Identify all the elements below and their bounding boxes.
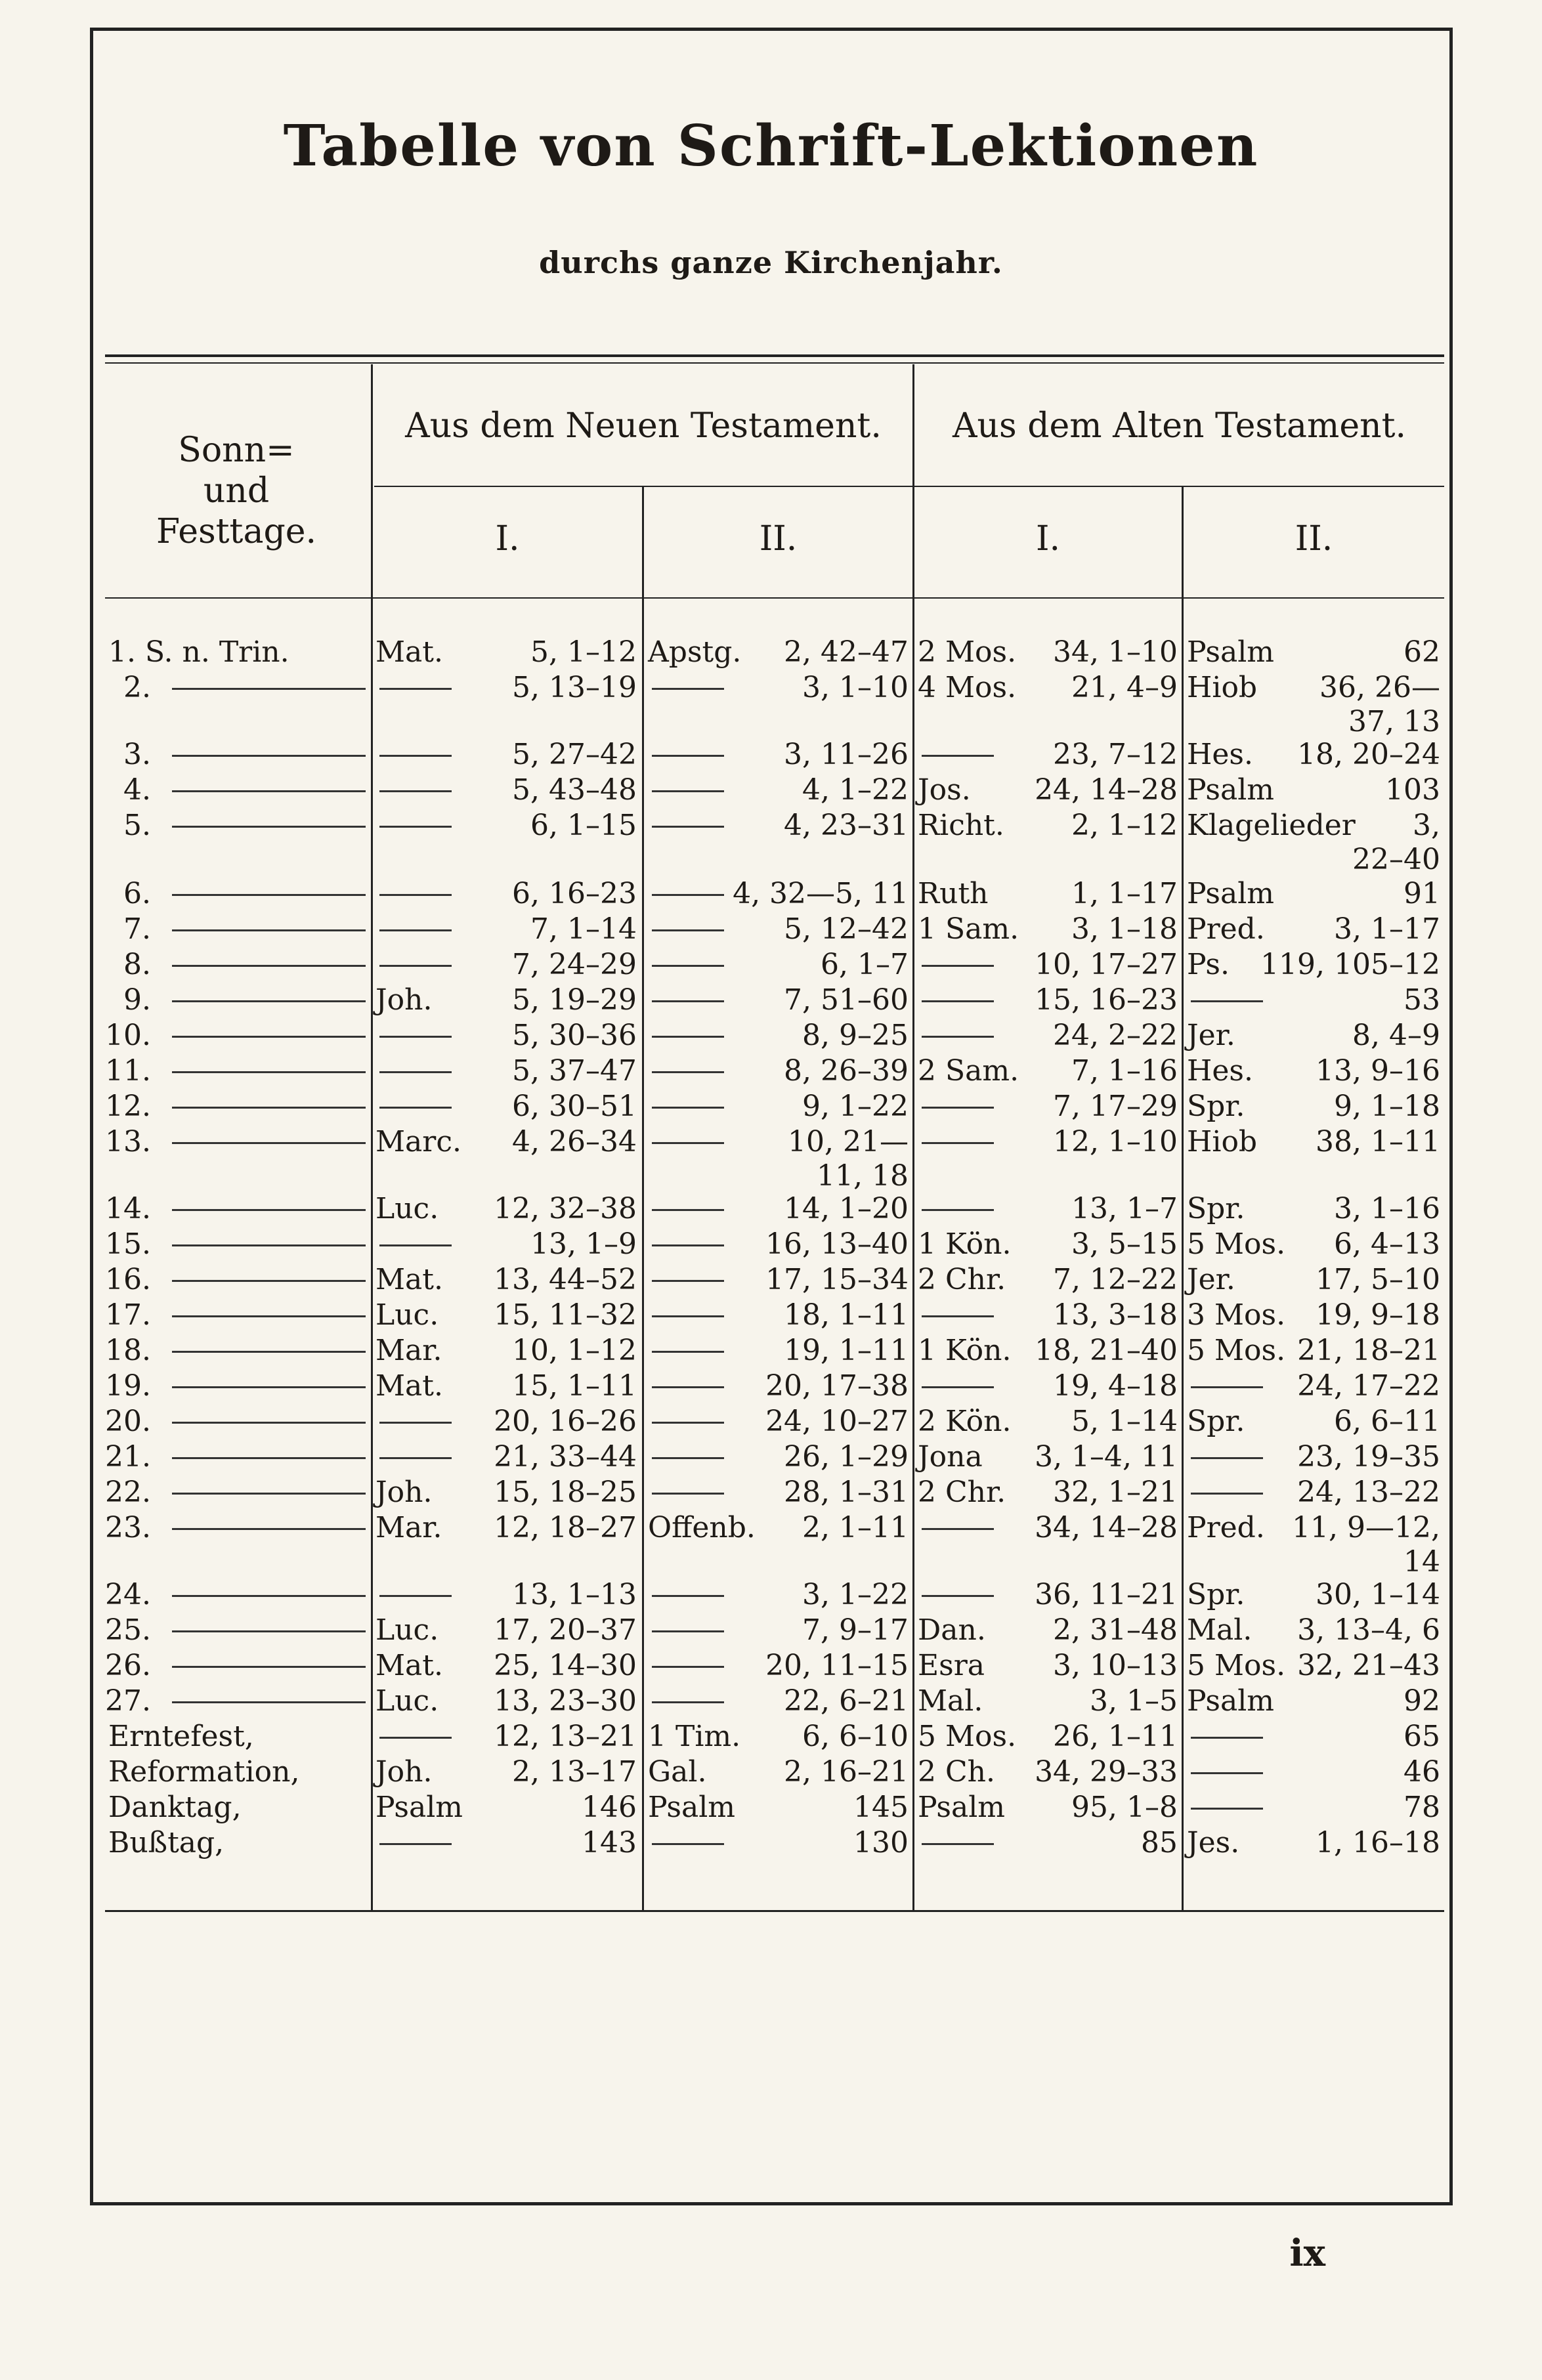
nt2-reference: 145 bbox=[853, 1791, 909, 1824]
sunday-label: 16. bbox=[105, 1263, 151, 1296]
sunday-ditto-dash bbox=[172, 1071, 366, 1073]
ot2-reference: 24, 13–22 bbox=[1297, 1476, 1440, 1509]
ot1-reference: 7, 1–16 bbox=[1071, 1054, 1178, 1088]
ot1-reference: 34, 1–10 bbox=[1053, 635, 1178, 669]
nt2-reference: 4, 23–31 bbox=[784, 809, 909, 842]
sunday-ditto-dash bbox=[172, 688, 366, 690]
ot1-reference: 32, 1–21 bbox=[1053, 1476, 1178, 1509]
sunday-label: 14. bbox=[105, 1192, 151, 1225]
ot1-reference: 2, 31–48 bbox=[1053, 1613, 1178, 1647]
column-rule-1 bbox=[371, 364, 373, 1910]
sunday-label: 17. bbox=[105, 1298, 151, 1332]
ot2-book: Jer. bbox=[1187, 1263, 1235, 1296]
nt1-book: Luc. bbox=[375, 1613, 439, 1647]
nt1-reference: 2, 13–17 bbox=[512, 1755, 637, 1789]
sunday-ditto-dash bbox=[172, 929, 366, 931]
ot1-book: 2 Sam. bbox=[918, 1054, 1019, 1088]
new-testament-header: Aus dem Neuen Testament. bbox=[405, 406, 882, 446]
ot2-reference: 103 bbox=[1385, 773, 1440, 807]
ot2-book: Spr. bbox=[1187, 1192, 1245, 1225]
nt2-reference: 4, 32—5, 11 bbox=[733, 877, 909, 910]
nt1-reference: 13, 1–13 bbox=[512, 1578, 637, 1611]
ot2-reference: 8, 4–9 bbox=[1352, 1019, 1440, 1052]
nt2-reference: 6, 1–7 bbox=[821, 948, 909, 981]
nt2-reference: 22, 6–21 bbox=[784, 1684, 909, 1718]
sunday-label: 4. bbox=[123, 773, 151, 807]
nt1-reference: 146 bbox=[582, 1791, 637, 1824]
ot2-reference: 13, 9–16 bbox=[1316, 1054, 1440, 1088]
sunday-column-header bbox=[105, 430, 368, 552]
nt1-book: Mar. bbox=[375, 1334, 442, 1367]
sunday-ditto-dash bbox=[172, 755, 366, 757]
sunday-label: 21. bbox=[105, 1440, 151, 1474]
nt1-reference: 6, 30–51 bbox=[512, 1090, 637, 1123]
ot1-reference: 3, 1–4, 11 bbox=[1035, 1440, 1178, 1474]
ot2-reference: 6, 4–13 bbox=[1334, 1227, 1440, 1261]
nt-column-ii-header: II. bbox=[759, 519, 798, 559]
column-rule-3 bbox=[912, 364, 914, 1910]
nt1-reference: 5, 30–36 bbox=[512, 1019, 637, 1052]
sunday-label: 22. bbox=[105, 1476, 151, 1509]
nt1-reference: 17, 20–37 bbox=[494, 1613, 637, 1647]
sunday-label: 2. bbox=[123, 671, 151, 704]
sunday-ditto-dash bbox=[172, 894, 366, 896]
nt1-reference: 7, 1–14 bbox=[530, 912, 637, 946]
sunday-ditto-dash bbox=[172, 1280, 366, 1282]
sunday-ditto-dash bbox=[172, 1142, 366, 1144]
ot2-reference: 119, 105–12 bbox=[1260, 948, 1440, 981]
header-double-rule-top bbox=[105, 354, 1444, 357]
ot1-book: 2 Kön. bbox=[918, 1405, 1012, 1438]
sunday-ditto-dash bbox=[172, 790, 366, 792]
ot2-reference: 3, bbox=[1413, 809, 1440, 842]
nt2-book: Apstg. bbox=[648, 635, 742, 669]
nt2-reference: 2, 16–21 bbox=[784, 1755, 909, 1789]
ot1-book: Mal. bbox=[918, 1684, 983, 1718]
nt1-reference: 15, 18–25 bbox=[494, 1476, 637, 1509]
ot1-book: 5 Mos. bbox=[918, 1720, 1017, 1753]
nt1-reference: 5, 37–47 bbox=[512, 1054, 637, 1088]
sunday-label: 12. bbox=[105, 1090, 151, 1123]
sunday-label: 20. bbox=[105, 1405, 151, 1438]
ot2-reference: 1, 16–18 bbox=[1316, 1826, 1440, 1859]
ot2-reference: 11, 9—12, bbox=[1292, 1511, 1440, 1544]
ot2-book: Pred. bbox=[1187, 912, 1265, 946]
ot2-book: Klagelieder bbox=[1187, 809, 1356, 842]
sunday-label: 24. bbox=[105, 1578, 151, 1611]
sunday-label: 13. bbox=[105, 1125, 151, 1158]
ot2-book: 5 Mos. bbox=[1187, 1227, 1286, 1261]
ot2-reference: 18, 20–24 bbox=[1297, 738, 1440, 771]
ot2-reference: 3, 13–4, 6 bbox=[1297, 1613, 1440, 1647]
sunday-ditto-dash bbox=[172, 1036, 366, 1038]
nt1-reference: 6, 16–23 bbox=[512, 877, 637, 910]
ot2-reference: 3, 1–17 bbox=[1334, 912, 1440, 946]
sunday-label: 8. bbox=[123, 948, 151, 981]
sunday-ditto-dash bbox=[172, 1595, 366, 1597]
sunday-label: 10. bbox=[105, 1019, 151, 1052]
ot1-book: 2 Ch. bbox=[918, 1755, 995, 1789]
subheader-rule bbox=[374, 486, 1444, 487]
nt1-reference: 13, 1–9 bbox=[530, 1227, 637, 1261]
nt1-book: Luc. bbox=[375, 1192, 439, 1225]
nt2-reference: 2, 1–11 bbox=[802, 1511, 909, 1544]
ot2-reference: 24, 17–22 bbox=[1297, 1369, 1440, 1403]
nt2-book: Gal. bbox=[648, 1755, 707, 1789]
ot1-reference: 3, 1–5 bbox=[1090, 1684, 1178, 1718]
sunday-label: 7. bbox=[123, 912, 151, 946]
header-bottom-rule bbox=[105, 597, 1444, 599]
ot1-reference: 7, 12–22 bbox=[1053, 1263, 1178, 1296]
ot1-reference: 3, 5–15 bbox=[1071, 1227, 1178, 1261]
nt2-reference: 16, 13–40 bbox=[765, 1227, 909, 1261]
ot1-reference: 26, 1–11 bbox=[1053, 1720, 1178, 1753]
nt1-reference: 6, 1–15 bbox=[530, 809, 637, 842]
sunday-label: 9. bbox=[123, 983, 151, 1017]
ot2-book: Psalm bbox=[1187, 877, 1275, 910]
ot1-reference: 34, 29–33 bbox=[1035, 1755, 1178, 1789]
nt1-reference: 5, 13–19 bbox=[512, 671, 637, 704]
nt1-book: Luc. bbox=[375, 1684, 439, 1718]
ot2-reference: 6, 6–11 bbox=[1334, 1405, 1440, 1438]
nt1-book: Mat. bbox=[375, 635, 443, 669]
nt1-reference: 21, 33–44 bbox=[494, 1440, 637, 1474]
nt2-reference: 14, 1–20 bbox=[784, 1192, 909, 1225]
ot2-reference-continued: 22–40 bbox=[1352, 843, 1440, 876]
ot2-reference: 46 bbox=[1403, 1755, 1440, 1789]
ot2-book: Hes. bbox=[1187, 1054, 1253, 1088]
sunday-label: 6. bbox=[123, 877, 151, 910]
sunday-ditto-dash bbox=[172, 1457, 366, 1459]
ot1-book: Richt. bbox=[918, 809, 1004, 842]
nt1-reference: 13, 44–52 bbox=[494, 1263, 637, 1296]
nt2-reference: 3, 1–10 bbox=[802, 671, 909, 704]
sunday-ditto-dash bbox=[172, 1351, 366, 1353]
ot1-reference: 15, 16–23 bbox=[1035, 983, 1178, 1017]
sunday-label: 18. bbox=[105, 1334, 151, 1367]
ot2-book: Jes. bbox=[1187, 1826, 1240, 1859]
sunday-label: Danktag, bbox=[108, 1791, 242, 1824]
nt1-reference: 15, 1–11 bbox=[512, 1369, 637, 1403]
sunday-label: 11. bbox=[105, 1054, 151, 1088]
ot1-reference: 24, 2–22 bbox=[1053, 1019, 1178, 1052]
page-subtitle: durchs ganze Kirchenjahr. bbox=[539, 245, 1003, 280]
nt1-reference: 10, 1–12 bbox=[512, 1334, 637, 1367]
nt2-reference: 24, 10–27 bbox=[765, 1405, 909, 1438]
ot2-book: 5 Mos. bbox=[1187, 1334, 1286, 1367]
nt2-reference: 26, 1–29 bbox=[784, 1440, 909, 1474]
ot1-reference: 95, 1–8 bbox=[1071, 1791, 1178, 1824]
ot2-reference: 78 bbox=[1403, 1791, 1440, 1824]
sunday-label: 3. bbox=[123, 738, 151, 771]
page-title: Tabelle von Schrift-Lektionen bbox=[283, 113, 1259, 179]
column-rule-4 bbox=[1182, 486, 1184, 1910]
sunday-ditto-dash bbox=[172, 1107, 366, 1109]
nt2-reference: 8, 26–39 bbox=[784, 1054, 909, 1088]
page-number: ix bbox=[1289, 2232, 1325, 2275]
nt1-book: Joh. bbox=[375, 1755, 433, 1789]
ot2-book: Psalm bbox=[1187, 773, 1275, 807]
ot2-reference-continued: 14 bbox=[1403, 1545, 1440, 1579]
ot2-book: Mal. bbox=[1187, 1613, 1253, 1647]
sunday-ditto-dash bbox=[172, 1315, 366, 1317]
sunday-label: 1. S. n. Trin. bbox=[108, 635, 289, 669]
nt1-book: Joh. bbox=[375, 1476, 433, 1509]
sunday-ditto-dash bbox=[172, 1528, 366, 1530]
nt2-book: 1 Tim. bbox=[648, 1720, 741, 1753]
ot1-book: 1 Kön. bbox=[918, 1334, 1012, 1367]
ot2-book: Psalm bbox=[1187, 1684, 1275, 1718]
nt2-reference: 5, 12–42 bbox=[784, 912, 909, 946]
nt2-book: Offenb. bbox=[648, 1511, 756, 1544]
ot2-book: Hiob bbox=[1187, 1125, 1258, 1158]
nt1-reference: 5, 43–48 bbox=[512, 773, 637, 807]
ot1-book: Esra bbox=[918, 1649, 985, 1682]
ot1-reference: 10, 17–27 bbox=[1035, 948, 1178, 981]
ot1-reference: 13, 1–7 bbox=[1071, 1192, 1178, 1225]
sunday-ditto-dash bbox=[172, 965, 366, 967]
nt1-reference: 4, 26–34 bbox=[512, 1125, 637, 1158]
nt1-reference: 12, 13–21 bbox=[494, 1720, 637, 1753]
nt2-reference: 130 bbox=[853, 1826, 909, 1859]
nt1-reference: 12, 32–38 bbox=[494, 1192, 637, 1225]
nt2-reference-continued: 11, 18 bbox=[817, 1159, 909, 1193]
nt1-book: Joh. bbox=[375, 983, 433, 1017]
ot2-reference: 65 bbox=[1403, 1720, 1440, 1753]
nt1-book: Luc. bbox=[375, 1298, 439, 1332]
ot2-reference: 38, 1–11 bbox=[1316, 1125, 1440, 1158]
ot2-book: 5 Mos. bbox=[1187, 1649, 1286, 1682]
sunday-label: 23. bbox=[105, 1511, 151, 1544]
nt1-book: Mar. bbox=[375, 1511, 442, 1544]
nt1-reference: 12, 18–27 bbox=[494, 1511, 637, 1544]
sunday-label: 26. bbox=[105, 1649, 151, 1682]
nt-column-i-header: I. bbox=[495, 519, 520, 559]
column-rule-2 bbox=[642, 486, 644, 1910]
nt2-reference: 28, 1–31 bbox=[784, 1476, 909, 1509]
nt2-reference: 10, 21— bbox=[788, 1125, 909, 1158]
sunday-label: 5. bbox=[123, 809, 151, 842]
sunday-label: 27. bbox=[105, 1684, 151, 1718]
ot-column-ii-header: II. bbox=[1295, 519, 1333, 559]
ot1-book: Jos. bbox=[918, 773, 971, 807]
sunday-header-line-1: Sonn= bbox=[178, 431, 295, 470]
sunday-label: 15. bbox=[105, 1227, 151, 1261]
ot2-reference: 3, 1–16 bbox=[1334, 1192, 1440, 1225]
ot1-reference: 36, 11–21 bbox=[1035, 1578, 1178, 1611]
ot1-book: Jona bbox=[918, 1440, 983, 1474]
ot1-book: 2 Chr. bbox=[918, 1476, 1006, 1509]
sunday-ditto-dash bbox=[172, 1422, 366, 1424]
ot2-book: Psalm bbox=[1187, 635, 1275, 669]
ot1-reference: 2, 1–12 bbox=[1071, 809, 1178, 842]
sunday-ditto-dash bbox=[172, 1244, 366, 1246]
sunday-ditto-dash bbox=[172, 1630, 366, 1632]
ot2-book: Spr. bbox=[1187, 1090, 1245, 1123]
ot2-reference: 32, 21–43 bbox=[1297, 1649, 1440, 1682]
ot2-reference: 62 bbox=[1403, 635, 1440, 669]
ot2-book: Hiob bbox=[1187, 671, 1258, 704]
ot1-reference: 3, 1–18 bbox=[1071, 912, 1178, 946]
ot2-book: Ps. bbox=[1187, 948, 1230, 981]
sunday-header-line-3: Festtage. bbox=[156, 512, 317, 551]
ot1-book: 1 Sam. bbox=[918, 912, 1019, 946]
nt1-book: Mat. bbox=[375, 1649, 443, 1682]
ot1-reference: 18, 21–40 bbox=[1035, 1334, 1178, 1367]
nt1-reference: 7, 24–29 bbox=[512, 948, 637, 981]
ot2-book: Spr. bbox=[1187, 1578, 1245, 1611]
ot1-reference: 12, 1–10 bbox=[1053, 1125, 1178, 1158]
ot1-book: 2 Mos. bbox=[918, 635, 1017, 669]
ot2-reference: 17, 5–10 bbox=[1316, 1263, 1440, 1296]
nt1-reference: 13, 23–30 bbox=[494, 1684, 637, 1718]
sunday-ditto-dash bbox=[172, 1666, 366, 1668]
nt1-reference: 5, 1–12 bbox=[530, 635, 637, 669]
ot2-reference: 21, 18–21 bbox=[1297, 1334, 1440, 1367]
ot2-book: Jer. bbox=[1187, 1019, 1235, 1052]
sunday-ditto-dash bbox=[172, 826, 366, 828]
ot2-book: Hes. bbox=[1187, 738, 1253, 771]
ot2-reference: 53 bbox=[1403, 983, 1440, 1017]
nt2-reference: 7, 51–60 bbox=[784, 983, 909, 1017]
ot1-book: 2 Chr. bbox=[918, 1263, 1006, 1296]
ot1-book: 4 Mos. bbox=[918, 671, 1017, 704]
ot1-reference: 5, 1–14 bbox=[1071, 1405, 1178, 1438]
ot1-book: Dan. bbox=[918, 1613, 986, 1647]
nt2-reference: 18, 1–11 bbox=[784, 1298, 909, 1332]
nt1-book: Mat. bbox=[375, 1263, 443, 1296]
table-bottom-rule bbox=[105, 1910, 1444, 1912]
ot2-book: Spr. bbox=[1187, 1405, 1245, 1438]
ot2-reference: 92 bbox=[1403, 1684, 1440, 1718]
ot1-reference: 13, 3–18 bbox=[1053, 1298, 1178, 1332]
sunday-label: 19. bbox=[105, 1369, 151, 1403]
sunday-ditto-dash bbox=[172, 1701, 366, 1703]
old-testament-header: Aus dem Alten Testament. bbox=[952, 406, 1407, 446]
nt2-reference: 20, 11–15 bbox=[765, 1649, 909, 1682]
nt2-book: Psalm bbox=[648, 1791, 736, 1824]
sunday-header-line-2: und bbox=[203, 471, 270, 511]
sunday-ditto-dash bbox=[172, 1000, 366, 1002]
ot1-book: Psalm bbox=[918, 1791, 1006, 1824]
nt2-reference: 4, 1–22 bbox=[802, 773, 909, 807]
sunday-label: 25. bbox=[105, 1613, 151, 1647]
ot1-reference: 19, 4–18 bbox=[1053, 1369, 1178, 1403]
header-double-rule-bottom bbox=[105, 362, 1444, 364]
nt2-reference: 2, 42–47 bbox=[784, 635, 909, 669]
nt1-book: Marc. bbox=[375, 1125, 461, 1158]
ot1-reference: 1, 1–17 bbox=[1071, 877, 1178, 910]
nt2-reference: 17, 15–34 bbox=[765, 1263, 909, 1296]
nt1-reference: 15, 11–32 bbox=[494, 1298, 637, 1332]
ot1-reference: 23, 7–12 bbox=[1053, 738, 1178, 771]
sunday-label: Erntefest, bbox=[108, 1720, 254, 1753]
ot2-reference: 36, 26— bbox=[1319, 671, 1440, 704]
ot-column-i-header: I. bbox=[1035, 519, 1061, 559]
ot1-reference: 21, 4–9 bbox=[1071, 671, 1178, 704]
ot2-book: 3 Mos. bbox=[1187, 1298, 1286, 1332]
nt1-book: Mat. bbox=[375, 1369, 443, 1403]
sunday-label: Bußtag, bbox=[108, 1826, 225, 1859]
nt1-reference: 5, 19–29 bbox=[512, 983, 637, 1017]
ot1-reference: 7, 17–29 bbox=[1053, 1090, 1178, 1123]
nt1-reference: 25, 14–30 bbox=[494, 1649, 637, 1682]
ot1-reference: 24, 14–28 bbox=[1035, 773, 1178, 807]
nt2-reference: 8, 9–25 bbox=[802, 1019, 909, 1052]
nt2-reference: 3, 1–22 bbox=[802, 1578, 909, 1611]
ot1-reference: 34, 14–28 bbox=[1035, 1511, 1178, 1544]
nt2-reference: 20, 17–38 bbox=[765, 1369, 909, 1403]
nt2-reference: 19, 1–11 bbox=[784, 1334, 909, 1367]
ot2-reference-continued: 37, 13 bbox=[1348, 705, 1440, 738]
ot2-reference: 9, 1–18 bbox=[1334, 1090, 1440, 1123]
sunday-ditto-dash bbox=[172, 1209, 366, 1211]
ot2-reference: 23, 19–35 bbox=[1297, 1440, 1440, 1474]
nt2-reference: 7, 9–17 bbox=[802, 1613, 909, 1647]
sunday-label: Reformation, bbox=[108, 1755, 300, 1789]
sunday-ditto-dash bbox=[172, 1386, 366, 1388]
ot2-reference: 30, 1–14 bbox=[1316, 1578, 1440, 1611]
ot1-book: 1 Kön. bbox=[918, 1227, 1012, 1261]
sunday-ditto-dash bbox=[172, 1493, 366, 1495]
nt1-book: Psalm bbox=[375, 1791, 463, 1824]
nt1-reference: 5, 27–42 bbox=[512, 738, 637, 771]
nt2-reference: 6, 6–10 bbox=[802, 1720, 909, 1753]
ot1-book: Ruth bbox=[918, 877, 989, 910]
ot1-reference: 3, 10–13 bbox=[1053, 1649, 1178, 1682]
ot1-reference: 85 bbox=[1141, 1826, 1178, 1859]
ot2-book: Pred. bbox=[1187, 1511, 1265, 1544]
nt2-reference: 3, 11–26 bbox=[784, 738, 909, 771]
nt1-reference: 143 bbox=[582, 1826, 637, 1859]
nt2-reference: 9, 1–22 bbox=[802, 1090, 909, 1123]
nt1-reference: 20, 16–26 bbox=[494, 1405, 637, 1438]
ot2-reference: 19, 9–18 bbox=[1316, 1298, 1440, 1332]
ot2-reference: 91 bbox=[1403, 877, 1440, 910]
